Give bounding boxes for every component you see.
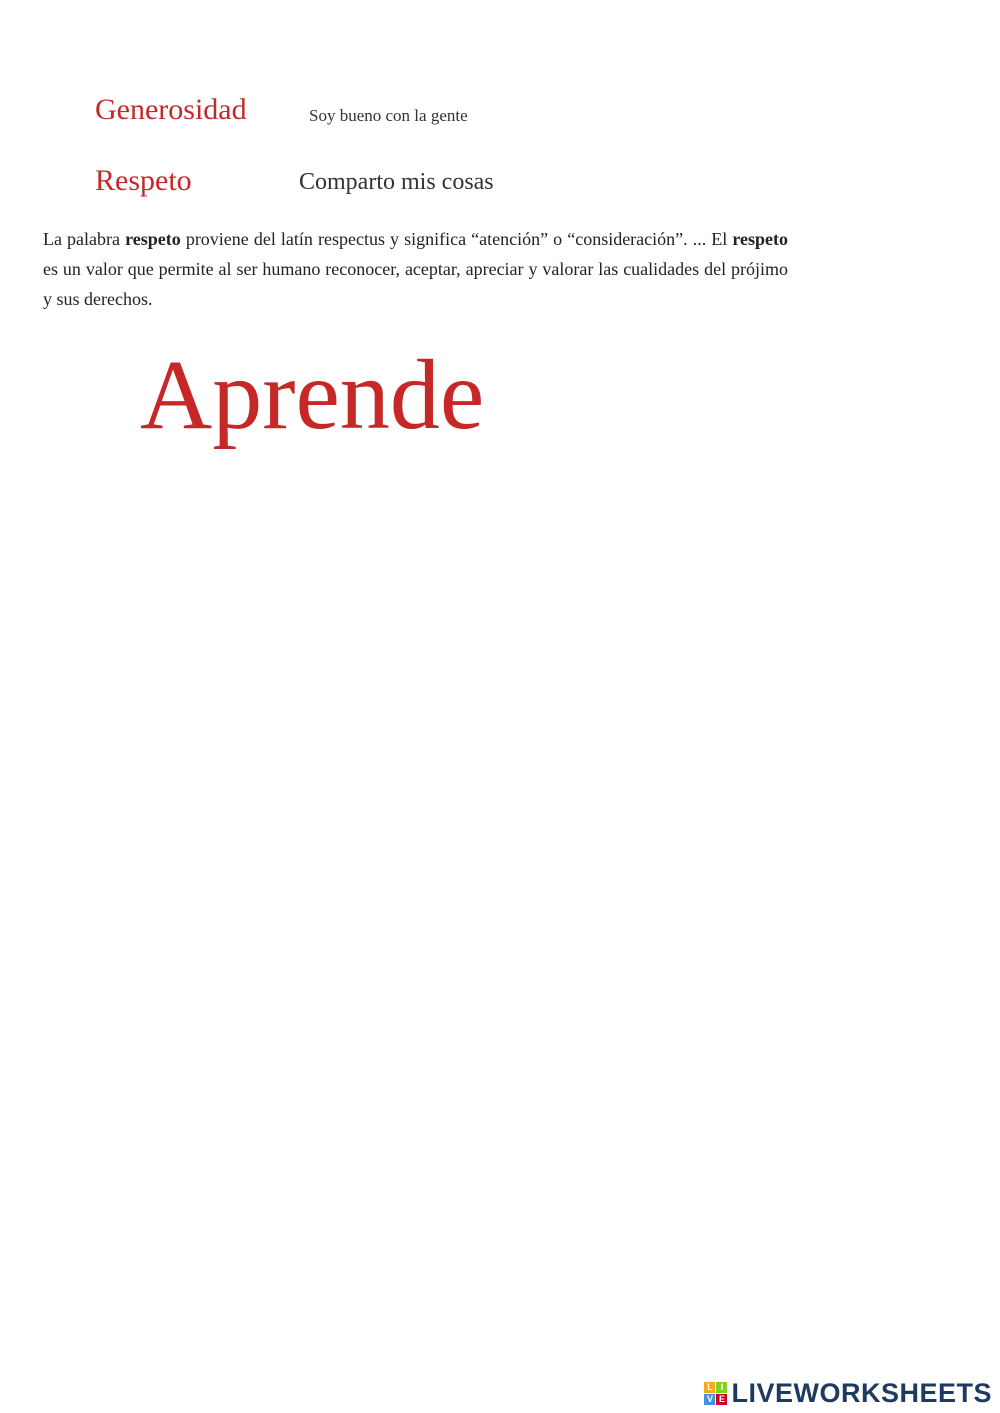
logo-mark-icon xyxy=(704,1382,727,1405)
value-word-respeto: Respeto xyxy=(95,164,192,197)
paragraph-text-1: La palabra xyxy=(43,229,126,249)
aprende-heading: Aprende xyxy=(140,339,485,450)
phrase-respeto: Comparto mis cosas xyxy=(299,169,494,195)
definition-paragraph xyxy=(43,224,788,314)
liveworksheets-logo xyxy=(704,1378,992,1409)
value-word-generosidad: Generosidad xyxy=(95,93,247,126)
phrase-generosidad: Soy bueno con la gente xyxy=(309,106,468,125)
logo-square-3: V xyxy=(704,1394,715,1405)
paragraph-text-2: proviene del latín respectus y significa “atención” o “consideración”. ... El xyxy=(180,229,733,249)
logo-square-4: E xyxy=(716,1394,727,1405)
logo-square-1: L xyxy=(704,1382,715,1393)
logo-square-2: I xyxy=(716,1382,727,1393)
paragraph-text-3: es un valor que permite al ser humano reconocer, aceptar, apreciar y valorar las cualidades del prójimo y sus derechos. xyxy=(43,259,788,309)
paragraph-bold-2: respeto xyxy=(732,229,788,249)
paragraph-bold-1: respeto xyxy=(125,229,181,249)
logo-text: LIVEWORKSHEETS xyxy=(731,1378,992,1408)
